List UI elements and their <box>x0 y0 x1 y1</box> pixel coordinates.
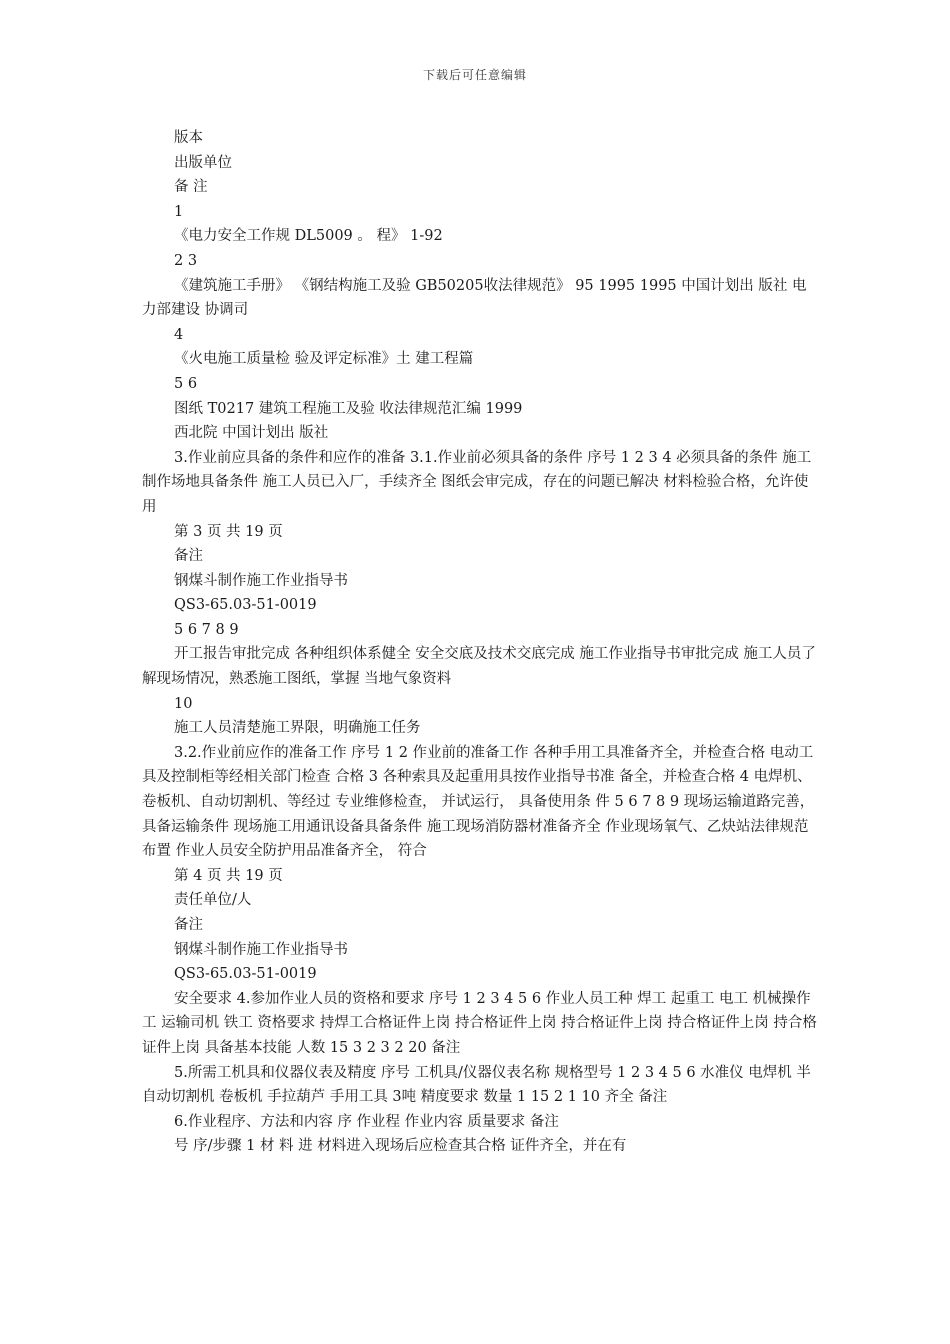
page-header-note: 下载后可任意编辑 <box>422 68 527 82</box>
document-body <box>142 126 818 1159</box>
document-paragraph: 10 <box>174 695 193 712</box>
document-paragraph: 图纸 T0217 建筑工程施工及验 收法律规范汇编 1999 <box>174 400 523 417</box>
document-paragraph: 5 6 7 8 9 <box>174 621 239 638</box>
document-paragraph: 5 6 <box>174 375 198 392</box>
document-paragraph: 出版单位 <box>174 154 232 171</box>
document-paragraph: 第 3 页 共 19 页 <box>174 523 283 540</box>
document-paragraph: 6.作业程序、方法和内容 序 作业程 作业内容 质量要求 备注 <box>174 1113 559 1130</box>
document-paragraph: 开工报告审批完成 各种组织体系健全 安全交底及技术交底完成 施工作业指导书审批完成 施工人员了解现场情况，熟悉施工图纸，掌握 当地气象资料 <box>142 646 816 688</box>
document-paragraph: 备注 <box>174 917 203 933</box>
document-paragraph: 号 序/步骤 1 材 料 进 材料进入现场后应检查其合格 证件齐全，并在有 <box>174 1138 627 1155</box>
document-paragraph: 西北院 中国计划出 版社 <box>174 425 329 442</box>
document-paragraph: 《火电施工质量检 验及评定标准》土 建工程篇 <box>174 351 474 368</box>
document-paragraph: 安全要求 4.参加作业人员的资格和要求 序号 1 2 3 4 5 6 作业人员工种 焊工 起重工 电工 机械操作工 运输司机 铁工 资格要求 持焊工合格证件上岗 持合格证件上岗 持合格证件上岗 持合格证件上岗 持合格证件上岗 具备基本技能 人数 15 3 2 3 2 20 备注 <box>142 990 817 1056</box>
document-paragraph: 《电力安全工作规 DL5009 。 程》 1-92 <box>174 228 443 245</box>
document-paragraph: 备 注 <box>174 179 208 196</box>
document-paragraph: QS3-65.03-51-0019 <box>174 966 317 983</box>
document-paragraph: 钢煤斗制作施工作业指导书 <box>174 572 348 589</box>
document-paragraph: 施工人员清楚施工界限，明确施工任务 <box>174 720 421 737</box>
document-paragraph: QS3-65.03-51-0019 <box>174 597 317 614</box>
document-paragraph: 4 <box>174 326 184 343</box>
document-paragraph: 5.所需工机具和仪器仪表及精度 序号 工机具/仪器仪表名称 规格型号 1 2 3 4 5 6 水准仪 电焊机 半自动切割机 卷板机 手拉葫芦 手用工具 3吨 精度要求 数量 1 15 2 1 10 齐全 备注 <box>142 1064 811 1106</box>
document-paragraph: 钢煤斗制作施工作业指导书 <box>174 941 348 958</box>
document-paragraph: 版本 <box>174 130 203 146</box>
document-paragraph: 1 <box>174 203 184 220</box>
document-paragraph: 备注 <box>174 548 203 565</box>
document-paragraph: 《建筑施工手册》 《钢结构施工及验 GB50205收法律规范》 95 1995 1995 中国计划出 版社 电力部建设 协调司 <box>142 277 807 319</box>
document-paragraph: 第 4 页 共 19 页 <box>174 867 283 884</box>
document-paragraph: 责任单位/人 <box>174 892 252 909</box>
document-paragraph: 2 3 <box>174 252 198 269</box>
document-paragraph: 3.作业前应具备的条件和应作的准备 3.1.作业前必须具备的条件 序号 1 2 3 4 必须具备的条件 施工制作场地具备条件 施工人员已入厂，手续齐全 图纸会审完成，存在的问题已解决 材料检验合格，允许使用 <box>142 449 812 515</box>
document-paragraph: 3.2.作业前应作的准备工作 序号 1 2 作业前的准备工作 各种手用工具准备齐全，并检查合格 电动工具及控制柜等经相关部门检查 合格 3 各种索具及起重用具按作业指导书准 备全，并检查合格 4 电焊机、卷板机、自动切割机、等经过 专业维修检查， 并试运行， 具备使用条 件 5 6 7 8 9 现场运输道路完善，具备运输条件 现场施工用通讯设备具备条件 施工现场消防器材准备齐全 作业现场氧气、乙炔站法律规范布置 作业人员安全防护用品准备齐全， 符合 <box>142 744 815 860</box>
